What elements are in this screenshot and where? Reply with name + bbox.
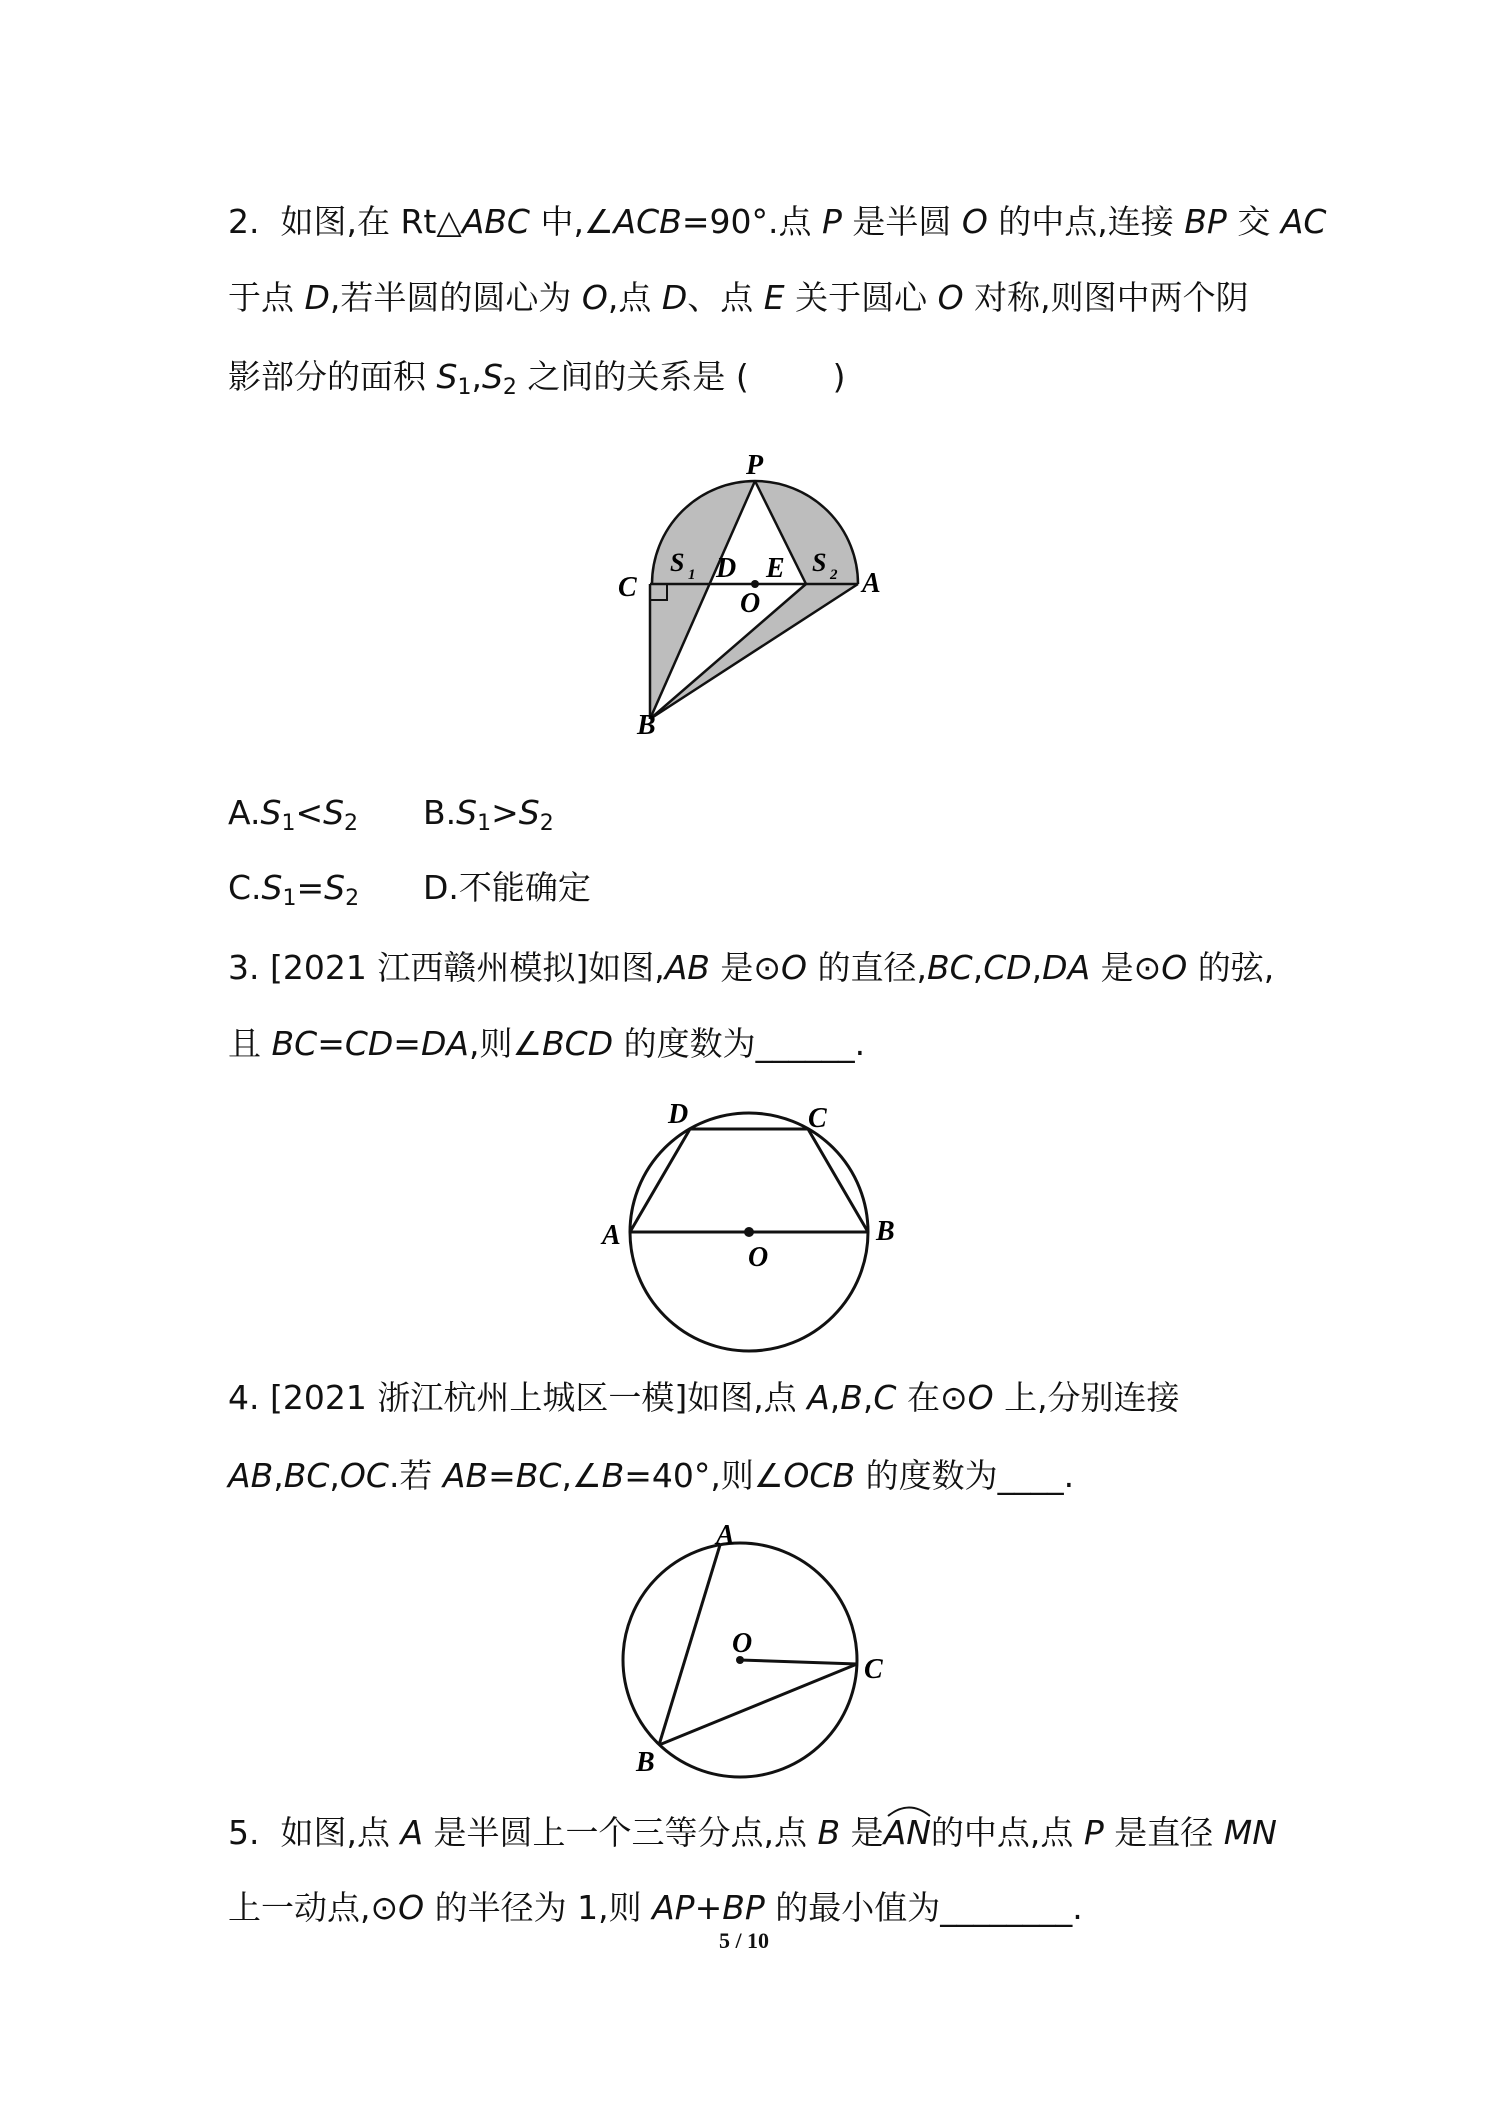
q2-label-C: C [618, 572, 637, 603]
q5-line-1: 5. 如图,点 A 是半圆上一个三等分点,点 B 是 AN的中点,点 P 是直径 MN [228, 1813, 1277, 1853]
q2-label-S1-sub: 1 [688, 567, 696, 583]
q3-label-C: C [808, 1103, 827, 1134]
q4-label-C: C [864, 1654, 883, 1685]
q4-figure [610, 1520, 900, 1790]
q3-line-2: 且 BC=CD=DA,则∠BCD 的度数为______. [228, 1024, 866, 1063]
q4-label-O: O [732, 1628, 753, 1659]
q2-line-1: 2. 如图,在 Rt△ABC 中,∠ACB=90°.点 P 是半圆 O 的中点,连接 BP 交 AC [228, 202, 1327, 241]
q2-option-a: $A.S_1<S_2$ [228, 793, 359, 836]
q4-line-2: AB,BC,OC.若 AB=BC,∠B=40°,则∠OCB 的度数为____. [228, 1456, 1075, 1495]
q2-label-E: E [766, 553, 785, 584]
q2-option-c: $C.S_1=S_2$ [228, 868, 360, 911]
q3-label-O: O [748, 1242, 769, 1273]
q2-figure [600, 450, 900, 741]
q2-label-S1: S [670, 548, 685, 577]
q3-label-A: A [602, 1220, 621, 1251]
q4-line-1: 4. [2021 浙江杭州上城区一模]如图,点 A,B,C 在⊙O 上,分别连接 [228, 1378, 1180, 1417]
q2-label-O: O [740, 588, 761, 619]
q2-line-2: 于点 D,若半圆的圆心为 O,点 D、点 E 关于圆心 O 对称,则图中两个阴 [228, 278, 1249, 317]
q2-option-d: D.不能确定 [423, 868, 591, 907]
q5-line-2: 上一动点,⊙O 的半径为 1,则 AP+BP 的最小值为________. [228, 1888, 1083, 1927]
q2-label-D: D [716, 553, 737, 584]
q3-line-1: 3. [2021 江西赣州模拟]如图,AB 是⊙O 的直径,BC,CD,DA 是⊙O 的弦, [228, 948, 1275, 987]
q3-label-D: D [668, 1099, 689, 1130]
q3-figure [590, 1100, 920, 1360]
q2-option-b: $B.S_1>S_2$ [423, 793, 554, 836]
arc-AN: AN [884, 1813, 931, 1853]
q2-label-P: P [746, 450, 764, 481]
q4-label-B: B [636, 1747, 655, 1778]
q2-label-B: B [637, 710, 656, 741]
q4-label-A: A [716, 1520, 735, 1551]
q2-label-A: A [862, 568, 881, 599]
q3-label-B: B [876, 1216, 895, 1247]
q2-label-S2: S [812, 548, 827, 577]
q2-label-S2-sub: 2 [830, 567, 838, 583]
page-number: 5 / 10 [718, 1928, 770, 1953]
q2-line-3: 影部分的面积 $S_1,S_2$ 之间的关系是 ( ) [228, 357, 846, 400]
